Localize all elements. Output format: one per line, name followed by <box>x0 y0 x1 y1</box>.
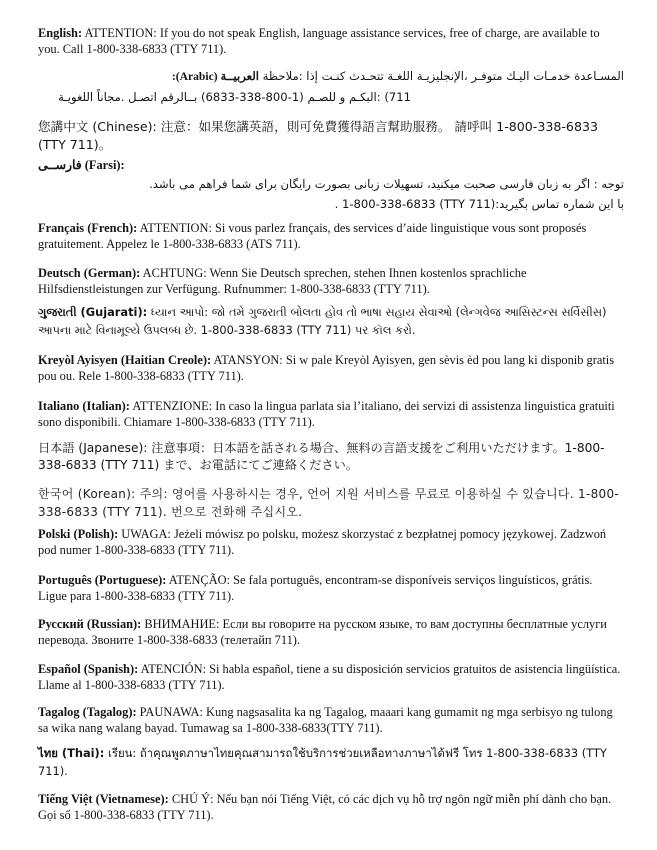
notice-text: UWAGA: Jeżeli mówisz po polsku, możesz skorzystać z bezpłatnej pomocy językowej. Zadzwoń pod numer 1-800-338-6833 (TTY 711). <box>38 527 607 557</box>
language-label: Français (French): <box>38 221 138 235</box>
language-label: Português (Portuguese): <box>38 573 167 587</box>
notice-russian <box>38 617 622 648</box>
notice-text: เรียน: ถ้าคุณพูดภาษาไทยคุณสามารถใช้บริการช่วยเหลือทางภาษาได้ฟรี โทร 1-800-338-6833 (TTY 711). <box>38 746 607 778</box>
language-label: Deutsch (German): <box>38 266 141 280</box>
language-label: ไทย (Thai): <box>38 746 105 760</box>
notice-vietnamese <box>38 792 622 823</box>
notice-text: ATTENZIONE: In caso la lingua parlata sia l’italiano, dei servizi di assistenza linguistica gratuiti sono disponibili. Chiamare 1-800-338-6833 (TTY 711). <box>38 399 615 429</box>
notice-text: 注意：如果您講英語，則可免費獲得語言幫助服務。 請呼叫 1-800-338-6833 (TTY 711)。 <box>38 119 598 152</box>
language-label: ગુજરાતી (Gujarati): <box>38 305 148 319</box>
notice-thai <box>38 744 622 780</box>
notice-text: 注意事項：日本語を話される場合、無料の言語支援をご利用いただけます。1-800-338-6833 (TTY 711) まで、お電話にてご連絡ください。 <box>38 441 605 472</box>
notice-text: ધ્યાન આપો: જો તમે ગુજરાતી બોલતા હોવ તો ભાષા સહાય સેવાઓ (લેન્ગવેજ આસિસ્ટન્સ સર્વિસીસ) આપના માટે વિનામૂલ્યે ઉપલબ્ધ છે. 1-800-338-6833 (TTY 711) પર કૉલ કરો. <box>38 305 607 337</box>
language-label: English: <box>38 26 83 40</box>
notice-text: ATENÇÃO: Se fala português, encontram-se disponíveis serviços linguísticos, grátis. Ligue para 1-800-338-6833 (TTY 711). <box>38 573 593 603</box>
language-label: Kreyòl Ayisyen (Haitian Creole): <box>38 353 212 367</box>
language-label: Polski (Polish): <box>38 527 119 541</box>
notice-chinese <box>38 118 622 154</box>
notice-polish <box>38 527 622 558</box>
notice-japanese <box>38 440 622 474</box>
notice-french <box>38 221 622 252</box>
notice-text: ATTENTION: Si vous parlez français, des services d’aide linguistique vous sont proposés gratuitement. Appelez le 1-800-338-6833 (ATS 711). <box>38 221 587 251</box>
language-label: 한국어 (Korean): <box>38 487 136 501</box>
language-label: 日本語 (Japanese): <box>38 441 148 455</box>
language-label: Español (Spanish): <box>38 662 139 676</box>
notice-tagalog <box>38 705 622 736</box>
language-label: Tagalog (Tagalog): <box>38 705 137 719</box>
notice-text: ВНИМАНИЕ: Если вы говорите на русском языке, то вам доступны бесплатные услуги перевода. Звоните 1-800-338-6833 (телетайп 711). <box>38 617 607 647</box>
language-label: 您講中文 (Chinese): <box>38 119 157 134</box>
notice-text-line-2: 711) :البكـم و للصـم (1-800-338-6833) بــالرقم اتصـل .مجاناً اللغويـة <box>58 90 411 104</box>
language-label: Русский (Russian): <box>38 617 142 631</box>
notice-spanish <box>38 662 622 693</box>
language-label: فارســى (Farsi): <box>38 158 125 172</box>
notice-text-line-1: المسـاعدة خدمـات اليـك متوفـر ،الإنجليزيـة اللغـة تتحـدث كنـت إذا :ملاحظة <box>262 69 624 83</box>
notice-text: ATTENTION: If you do not speak English, language assistance services, free of charge, are available to you. Call 1-800-338-6833 (TTY 711). <box>38 26 600 56</box>
notice-english <box>38 26 622 57</box>
notice-gujarati <box>38 303 622 339</box>
notice-text: 주의: 영어를 사용하시는 경우, 언어 지원 서비스를 무료로 이용하실 수 있습니다. 1-800-338-6833 (TTY 711). 번으로 전화해 주십시오. <box>38 487 620 519</box>
notice-italian <box>38 399 622 430</box>
notice-text: ATANSYON: Si w pale Kreyòl Ayisyen, gen sèvis èd pou lang ki disponib gratis pou ou. Rele 1-800-338-6833 (TTY 711). <box>38 353 615 383</box>
notice-text-line-2: با این شماره تماس بگیرید:(TTY 711) 1-800-338-6833 . <box>334 197 624 211</box>
notice-text: ACHTUNG: Wenn Sie Deutsch sprechen, stehen Ihnen kostenlos sprachliche Hilfsdienstleistungen zur Verfügung. Rufnummer: 1-800-338-6833 (TTY 711). <box>38 266 527 296</box>
notice-text: ATENCIÓN: Si habla español, tiene a su disposición servicios gratuitos de asistencia lingüística. Llame al 1-800-338-6833 (TTY 711). <box>38 662 621 692</box>
language-label: العربيــة (Arabic): <box>171 70 259 83</box>
language-label: Italiano (Italian): <box>38 399 130 413</box>
notice-portuguese <box>38 573 622 604</box>
notice-korean <box>38 485 622 521</box>
notice-haitian-creole <box>38 353 622 384</box>
notice-text: CHÚ Ý: Nếu bạn nói Tiếng Việt, có các dịch vụ hỗ trợ ngôn ngữ miễn phí dành cho bạn. Gọi số 1-800-338-6833 (TTY 711). <box>38 792 612 822</box>
notice-text: PAUNAWA: Kung nagsasalita ka ng Tagalog, maaari kang gumamit ng mga serbisyo ng tulong sa wika nang walang bayad. Tumawag sa 1-800-338-6833(TTY 711). <box>38 705 613 735</box>
notice-text-line-1: توجه : اگر به زبان فارسی صحبت میکنید، تسهیلات زبانی بصورت رایگان برای شما فراهم می باشد. <box>149 177 624 191</box>
language-label: Tiếng Việt (Vietnamese): <box>38 792 169 806</box>
notice-german <box>38 266 622 297</box>
